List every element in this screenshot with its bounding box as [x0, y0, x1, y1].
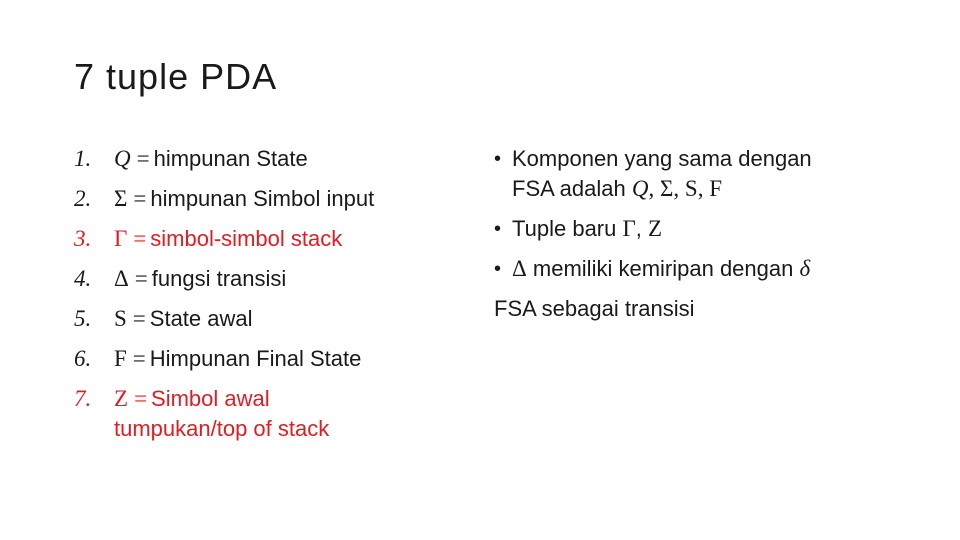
list-item-text: himpunan State — [153, 146, 308, 171]
equals-sign: = — [133, 226, 147, 251]
bullet-icon: • — [494, 218, 502, 240]
list-number: 1. — [74, 146, 92, 171]
list-item-text: fungsi transisi — [151, 266, 287, 291]
symbol-separator: , — [635, 216, 649, 241]
bullet-text-prefix: FSA adalah — [512, 176, 632, 201]
bullet-icon: • — [494, 148, 502, 170]
list-number: 5. — [74, 306, 92, 331]
bullet-new-tuple — [494, 214, 914, 244]
list-item-s — [70, 304, 450, 334]
slide-title: 7 tuple PDA — [74, 56, 278, 97]
symbol-z: Z — [648, 216, 663, 241]
list-item-text: State awal — [149, 306, 253, 331]
symbol-z: Z — [114, 386, 129, 411]
plain-text-line: FSA sebagai transisi — [494, 296, 695, 321]
list-item-text: himpunan Simbol input — [150, 186, 375, 211]
symbol-f: F — [709, 176, 722, 201]
symbol-f: F — [114, 346, 127, 371]
list-number: 2. — [74, 186, 92, 211]
list-item-q — [70, 144, 450, 174]
list-item-z — [70, 384, 450, 444]
list-number: 7. — [74, 386, 92, 411]
list-item-text-continued: tumpukan/top of stack — [114, 416, 330, 441]
symbol-q: Q — [114, 146, 131, 171]
symbol-q: Q — [631, 176, 649, 201]
bullet-icon: • — [494, 258, 502, 280]
equals-sign: = — [132, 306, 146, 331]
list-number: 4. — [74, 266, 92, 291]
bullet-delta-similarity — [494, 254, 914, 284]
equals-sign: = — [134, 266, 148, 291]
symbol-s: S — [114, 306, 127, 331]
list-item-text: Himpunan Final State — [149, 346, 362, 371]
symbol-s: S — [684, 176, 698, 201]
symbol-gamma: Γ — [114, 226, 128, 251]
bullet-text-prefix: Tuple baru — [512, 216, 623, 241]
symbol-sigma: Σ — [114, 186, 128, 211]
bullet-text: Komponen yang sama dengan — [512, 146, 812, 171]
list-item-delta — [70, 264, 450, 294]
symbol-delta: Δ — [114, 266, 129, 291]
symbol-separator: , Σ, — [648, 176, 685, 201]
symbol-delta: Δ — [512, 256, 527, 281]
notes-column — [494, 144, 914, 324]
equals-sign: = — [133, 186, 147, 211]
list-item-gamma — [70, 224, 450, 254]
list-item-f — [70, 344, 450, 374]
equals-sign: = — [132, 346, 146, 371]
list-item-text: simbol-simbol stack — [150, 226, 343, 251]
list-number: 6. — [74, 346, 92, 371]
equals-sign: = — [136, 146, 150, 171]
list-item-sigma — [70, 184, 450, 214]
bullet-text: memiliki kemiripan dengan — [526, 256, 800, 281]
symbol-small-delta: δ — [799, 256, 811, 281]
equals-sign: = — [134, 386, 148, 411]
list-item-text: Simbol awal — [151, 386, 270, 411]
list-number: 3. — [74, 226, 92, 251]
bullet-common-components — [494, 144, 914, 204]
symbol-gamma: Γ — [622, 216, 636, 241]
tuple-list — [70, 144, 450, 454]
symbol-separator: , — [697, 176, 710, 201]
